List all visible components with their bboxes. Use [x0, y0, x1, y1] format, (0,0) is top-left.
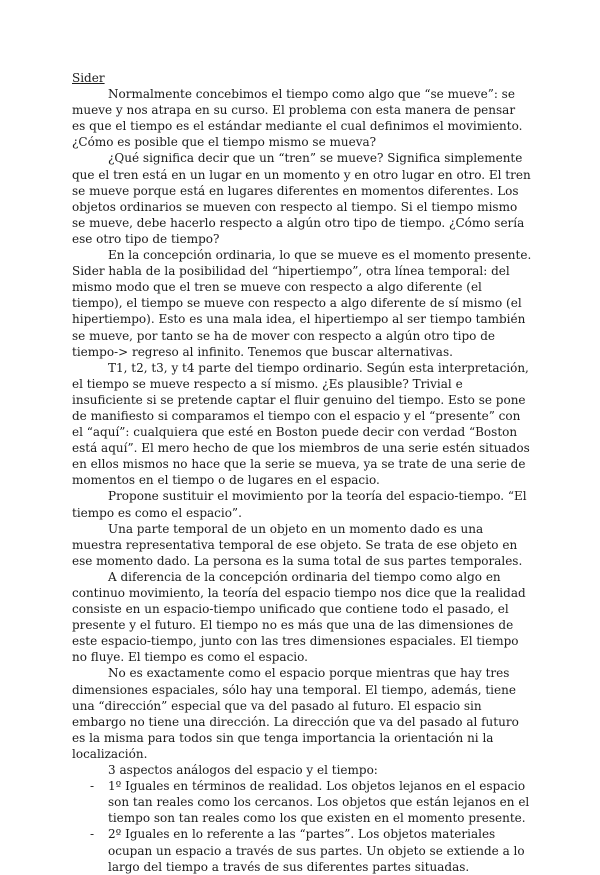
aspects-list — [72, 778, 532, 875]
list-item-text: 2º Iguales en lo referente a las “partes”. Los objetos materiales ocupan un espacio a través de sus partes. Un objeto se extiende a lo largo del tiempo a través de sus diferentes partes situadas. — [108, 827, 525, 874]
paragraph-3: En la concepción ordinaria, lo que se mueve es el momento presente. Sider habla de la posibilidad del “hipertiempo”, otra línea temporal: del mismo modo que el tren se mueve con respecto a algo diferente (el tiempo), el tiempo se mueve con respecto a algo diferente de sí mismo (el hipertiempo). Esto es una mala idea, el hipertiempo al ser tiempo también se mueve, por tanto se ha de mover con respecto a algún otro tipo de tiempo-> regreso al infinito. Tenemos que buscar alternativas. — [72, 248, 532, 359]
bullet-dash: - — [90, 779, 95, 794]
list-item — [90, 778, 532, 826]
list-item — [90, 826, 532, 874]
list-item-text: 1º Iguales en términos de realidad. Los objetos lejanos en el espacio son tan reales como los cercanos. Los objetos que están lejanos en el tiempo son tan reales como los que existen en el momento presente. — [108, 779, 530, 826]
paragraph-6: Una parte temporal de un objeto en un momento dado es una muestra representativa temporal de ese objeto. Se trata de ese objeto en ese momento dado. La persona es la suma total de sus partes temporales. — [72, 521, 523, 568]
paragraph-9: 3 aspectos análogos del espacio y el tiempo: — [108, 763, 378, 778]
paragraph-5: Propone sustituir el movimiento por la teoría del espacio-tiempo. “El tiempo es como el espacio”. — [72, 489, 527, 520]
bullet-dash: - — [90, 827, 95, 842]
document-title: Sider — [72, 71, 105, 85]
paragraph-8: No es exactamente como el espacio porque mientras que hay tres dimensiones espaciales, sólo hay una temporal. El tiempo, además, tiene una “dirección” especial que va del pasado al futuro. El espacio sin embargo no tiene una dirección. La dirección que va del pasado al futuro es la misma para todos sin que tenga importancia la orientación ni la localización. — [72, 666, 519, 761]
paragraph-7: A diferencia de la concepción ordinaria del tiempo como algo en continuo movimiento, la teoría del espacio tiempo nos dice que la realidad consiste en un espacio-tiempo unificado que contiene todo el pasado, el presente y el futuro. El tiempo no es más que una de las dimensiones de este espacio-tiempo, junto con las tres dimensiones espaciales. El tiempo no fluye. El tiempo es como el espacio. — [72, 569, 526, 665]
paragraph-2: ¿Qué significa decir que un “tren” se mueve? Significa simplemente que el tren está en un lugar en un momento y en otro lugar en otro. El tren se mueve porque está en lugares diferentes en momentos diferentes. Los objetos ordinarios se mueven con respecto al tiempo. Si el tiempo mismo se mueve, debe hacerlo respecto a algún otro tipo de tiempo. ¿Cómo sería ese otro tipo de tiempo? — [72, 151, 531, 246]
paragraph-1: Normalmente concebimos el tiempo como algo que “se mueve”: se mueve y nos atrapa en su curso. El problema con esta manera de pensar es que el tiempo es el estándar mediante el cual definimos el movimiento. ¿Cómo es posible que el tiempo mismo se mueva? — [72, 87, 523, 150]
paragraph-4: T1, t2, t3, y t4 parte del tiempo ordinario. Según esta interpretación, el tiempo se mueve respecto a sí mismo. ¿Es plausible? Trivial e insuficiente si se pretende captar el fluir genuino del tiempo. Esto se pone de manifiesto si comparamos el tiempo con el espacio y el “presente” con el “aquí”: cualquiera que esté en Boston puede decir con verdad “Boston está aquí”. El mero hecho de que los miembros de una serie estén situados en ellos mismos no hace que la serie se mueva, ya se trate de una serie de momentos en el tiempo o de lugares en el espacio. — [72, 360, 530, 488]
